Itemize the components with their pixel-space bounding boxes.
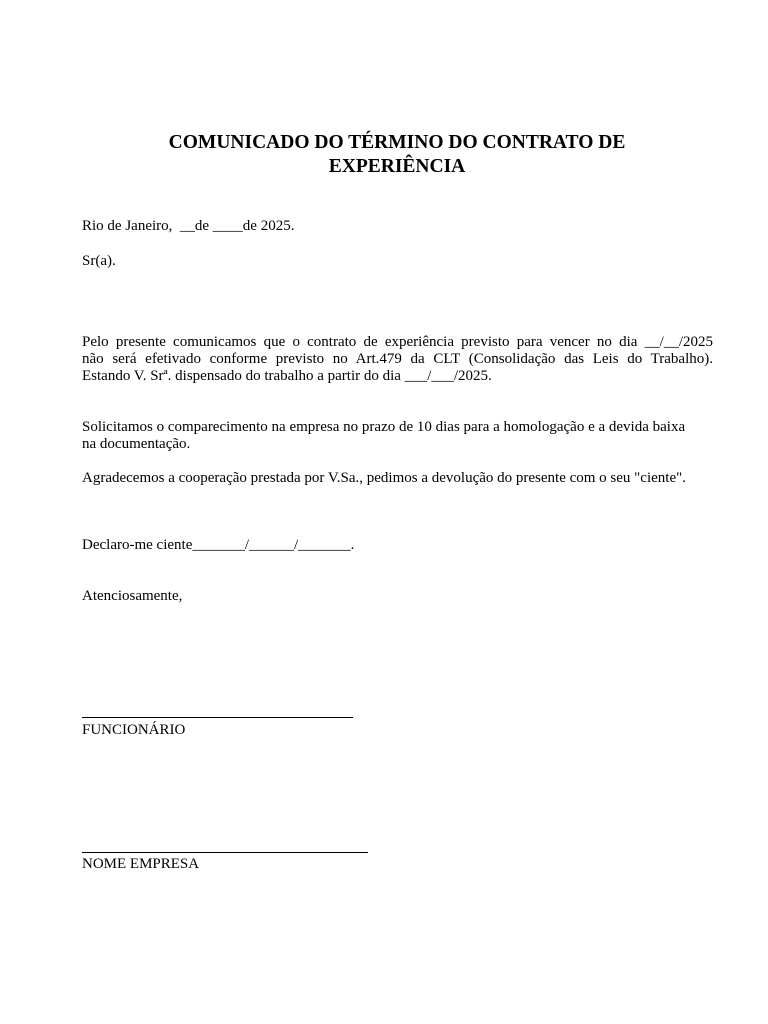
- paragraph-termination-line-2: não será efetivado conforme previsto no Art.479 da CLT (Consolidação das Leis do Trabalho).: [82, 351, 713, 367]
- paragraph-homologation-line-2: na documentação.: [82, 436, 191, 452]
- paragraph-homologation: [82, 419, 713, 453]
- document-title: [82, 131, 712, 179]
- company-signature-label: NOME EMPRESA: [82, 856, 200, 872]
- paragraph-termination-line-1: Pelo presente comunicamos que o contrato de experiência previsto para vencer no dia __/__/2025: [82, 334, 713, 350]
- paragraph-homologation-line-1: Solicitamos o comparecimento na empresa no prazo de 10 dias para a homologação e a devida baixa: [82, 419, 686, 435]
- salutation: Sr(a).: [82, 253, 116, 269]
- paragraph-termination-line-3: Estando V. Srª. dispensado do trabalho a partir do dia ___/___/2025.: [82, 368, 492, 384]
- employee-signature-line: [82, 717, 353, 718]
- title-line-1: COMUNICADO DO TÉRMINO DO CONTRATO DE: [168, 132, 626, 153]
- paragraph-termination: [82, 334, 713, 385]
- company-signature-line: [82, 852, 368, 853]
- paragraph-thanks: Agradecemos a cooperação prestada por V.Sa., pedimos a devolução do presente com o seu "ciente".: [82, 470, 686, 486]
- acknowledgement-line: Declaro-me ciente_______/______/_______.: [82, 537, 355, 553]
- employee-signature-label: FUNCIONÁRIO: [82, 722, 186, 738]
- title-line-2: EXPERIÊNCIA: [328, 156, 466, 177]
- closing: Atenciosamente,: [82, 588, 183, 604]
- date-line: Rio de Janeiro, __de ____de 2025.: [82, 218, 295, 234]
